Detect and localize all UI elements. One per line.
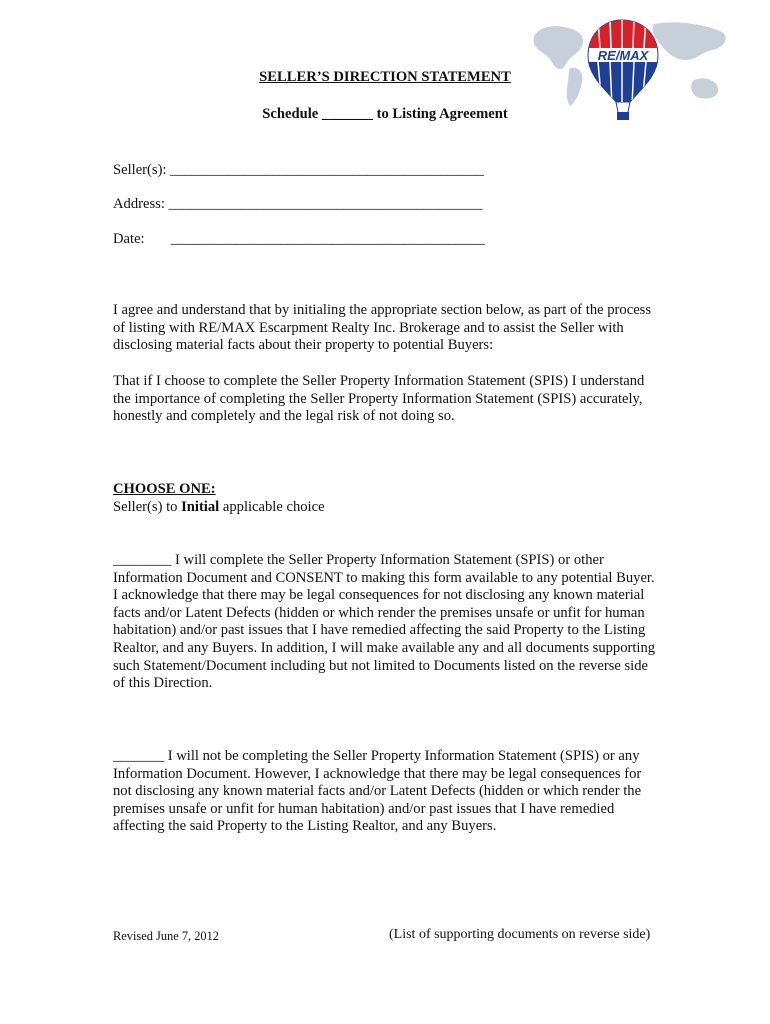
option-complete-spis: ________ I will complete the Seller Property Information Statement (SPIS) or other Information Document and CONSENT to making this form available to any potential Buyer. I acknowledge that there may be legal consequences for not disclosing any known material facts and/or Latent Defects (hidden or which render the premises unsafe or unfit for human habitation) and/or past issues that I have remedied affecting the said Property to the Listing Realtor, and any Buyers. In addition, I will make available any and all documents supporting such Statement/Document including but not limited to Documents listed on the reverse side of this Direction. xyxy=(113,552,656,692)
intro-paragraph: I agree and understand that by initialing the appropriate section below, as part of the process of listing with RE/MAX Escarpment Realty Inc. Brokerage and to assist the Seller with disclosing material facts about their property to potential Buyers: xyxy=(113,302,652,354)
date-line: ___________________________________________ xyxy=(171,231,485,247)
document-title: SELLER’S DIRECTION STATEMENT xyxy=(259,69,511,85)
choose-one-heading: CHOOSE ONE: xyxy=(113,481,216,497)
date-field xyxy=(113,231,485,248)
logo-text: RE/MAX xyxy=(597,48,649,63)
spis-paragraph: That if I choose to complete the Seller Property Information Statement (SPIS) I understand the importance of completing the Seller Property Information Statement (SPIS) accurately, honestly and completely and the legal risk of not doing so. xyxy=(113,373,645,425)
choose-instruction: Seller(s) to Initial applicable choice xyxy=(113,499,325,515)
sellers-field: Seller(s): ___________________________________________ xyxy=(113,162,484,178)
option-no-spis: _______ I will not be completing the Seller Property Information Statement (SPIS) or any Information Document. However, I acknowledge that there may be legal consequences for not disclosing any known material facts and/or Latent Defects (hidden or which render the premises unsafe or unfit for human habitation) and/or past issues that I have remedied affecting the said Property to the Listing Realtor, and any Buyers. xyxy=(113,748,642,835)
revision-date: Revised June 7, 2012 xyxy=(113,929,219,943)
schedule-line: Schedule _______ to Listing Agreement xyxy=(262,106,508,122)
initial-emphasis: Initial xyxy=(181,499,220,515)
date-label: Date: xyxy=(113,231,145,247)
reverse-side-note: (List of supporting documents on reverse side) xyxy=(389,927,651,942)
address-field: Address: ___________________________________________ xyxy=(113,196,483,212)
